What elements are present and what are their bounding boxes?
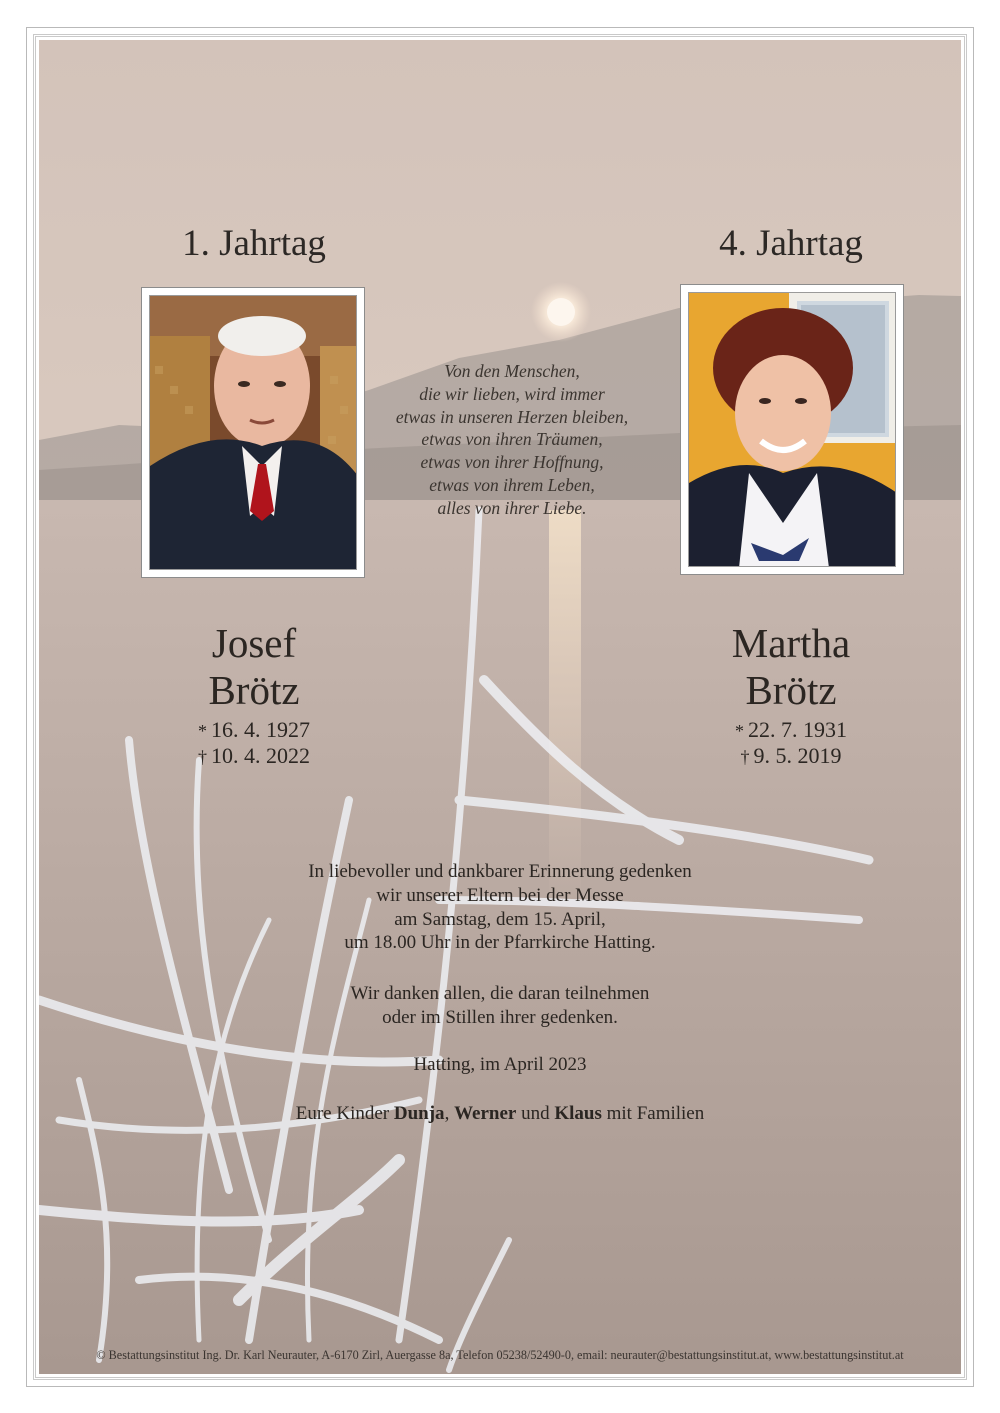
death-cross-icon: †	[198, 747, 207, 767]
right-anniversary-title: 4. Jahrtag	[719, 223, 863, 264]
right-birth-date: * 22. 7. 1931	[735, 717, 847, 742]
signature: Eure Kinder Dunja, Werner und Klaus mit Familien	[295, 1103, 705, 1124]
message-line: wir unserer Eltern bei der Messe	[376, 884, 624, 906]
place-date: Hatting, im April 2023	[413, 1054, 587, 1075]
message-line: um 18.00 Uhr in der Pfarrkirche Hatting.	[344, 932, 656, 954]
child-name: Werner	[454, 1103, 517, 1124]
left-portrait-image	[149, 295, 357, 570]
thanks-line: Wir danken allen, die daran teilnehmen	[350, 983, 650, 1004]
poem-line: etwas von ihrer Hoffnung,	[420, 452, 604, 473]
left-last-name: Brötz	[208, 667, 300, 713]
right-last-name: Brötz	[745, 667, 837, 713]
message-line: am Samstag, dem 15. April,	[394, 908, 606, 930]
thanks-line: oder im Stillen ihrer gedenken.	[382, 1006, 618, 1028]
poem-line: alles von ihrer Liebe.	[437, 497, 587, 518]
right-death-date: † 9. 5. 2019	[740, 743, 842, 768]
poem-line: etwas in unseren Herzen bleiben,	[395, 406, 629, 427]
poem-line: Von den Menschen,	[444, 361, 580, 381]
right-first-name: Martha	[731, 620, 851, 666]
right-portrait-image	[688, 292, 896, 567]
left-anniversary-title: 1. Jahrtag	[182, 223, 326, 264]
poem-line: etwas von ihrem Leben,	[429, 474, 595, 495]
birth-star-icon: *	[735, 721, 744, 741]
footer-credit: © Bestattungsinstitut Ing. Dr. Karl Neurauter, A-6170 Zirl, Auergasse 8a, Telefon 05238/52490-0, email: neurauter@bestattungsinstitut.at, www.bestattungsinstitut.at	[96, 1348, 904, 1362]
child-name: Dunja	[393, 1103, 445, 1124]
left-death-date: † 10. 4. 2022	[198, 743, 310, 768]
child-name: Klaus	[554, 1103, 602, 1124]
death-cross-icon: †	[740, 747, 750, 767]
thanks-message	[200, 982, 800, 1030]
memorial-message	[200, 860, 800, 955]
left-portrait-photo	[141, 287, 365, 578]
poem-line: die wir lieben, wird immer	[419, 383, 605, 404]
message-line: In liebevoller und dankbarer Erinnerung gedenken	[308, 861, 692, 882]
left-first-name: Josef	[211, 620, 297, 666]
poem	[372, 360, 652, 520]
birth-star-icon: *	[198, 721, 207, 741]
poem-line: etwas von ihren Träumen,	[421, 429, 603, 450]
right-portrait-photo	[680, 284, 904, 575]
left-birth-date: * 16. 4. 1927	[198, 717, 310, 742]
